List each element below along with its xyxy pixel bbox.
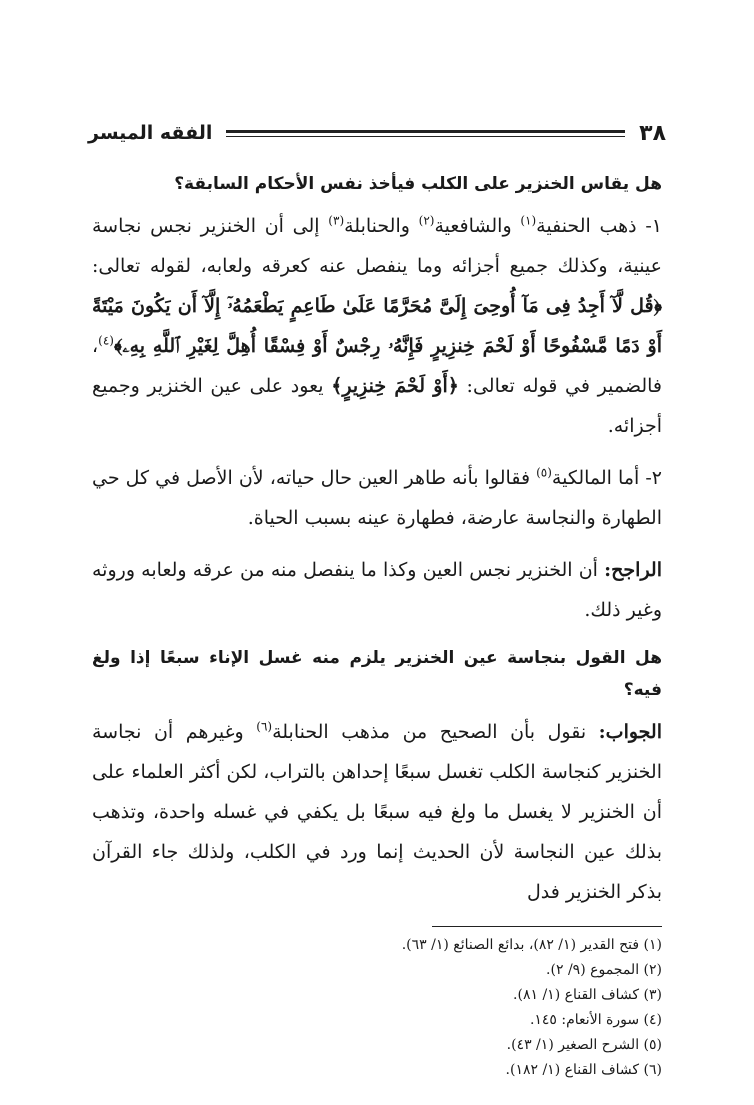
footnotes [92,933,662,1083]
footnote-ref-1: (١) [520,213,537,228]
footnote-ref-5: (٥) [536,465,552,480]
footnote-item: (٤) سورة الأنعام: ١٤٥. [529,1012,662,1028]
text-segment: إلى أن الخنزير نجس نجاسة عينية، وكذلك جميع أجزائه وما ينفصل عنه كعرقه ولعابه، لقوله تعالى: [92,215,662,277]
page-header [88,118,666,148]
text-segment: وغيرهم أن نجاسة الخنزير كنجاسة الكلب تغسل سبعًا إحداهن بالتراب، لكن أكثر العلماء على أن الخنزير لا يغسل ما ولغ فيه سبعًا بل يكفي في غسله واحدة، وتذهب بذلك عين النجاسة لأن الحديث إنما ورد في الكلب، ولذلك جاء القرآن بذكر الخنزير فدل [92,721,662,903]
quran-verse: ﴿قُل لَّآ أَجِدُ فِى مَآ أُوحِىَ إِلَىَّ مُحَرَّمًا عَلَىٰ طَاعِمٍ يَطْعَمُهُۥٓ إِلَّآ أَن يَكُونَ مَيْتَةً أَوْ دَمًا مَّسْفُوحًا أَوْ لَحْمَ خِنزِيرٍ فَإِنَّهُۥ رِجْسٌ أَوْ فِسْقًا أُهِلَّ لِغَيْرِ ٱللَّهِ بِهِۦ﴾ [92,295,662,357]
header-rule [226,130,625,137]
footnote-ref-2: (٢) [418,213,435,228]
paragraph-hanafi-opinion [92,206,662,446]
text-segment: والشافعية [434,215,521,237]
footnote-item: (٦) كشاف القناع (١/ ١٨٢). [505,1062,662,1078]
paragraph-maliki-opinion [92,458,662,538]
preferred-label: الراجح: [604,559,662,581]
paragraph-preferred-view [92,550,662,630]
paragraph-answer [92,712,662,912]
page-number: ٣٨ [639,120,666,146]
text-segment: نقول بأن الصحيح من مذهب الحنابلة [272,721,599,743]
book-title: الفقه الميسر [88,122,213,144]
footnote-divider [432,926,662,927]
footnote-item: (٢) المجموع (٩/ ٢). [546,962,662,978]
text-segment: والحنابلة [344,215,419,237]
quran-verse-excerpt: ﴿أَوْ لَحْمَ خِنزِيرٍ﴾ [331,375,459,397]
footnote-ref-4: (٤) [98,333,114,348]
text-segment: ٢- أما المالكية [551,467,662,489]
section-heading-pig-analogy: هل يقاس الخنزير على الكلب فيأخذ نفس الأحكام السابقة؟ [174,174,662,194]
page-content [92,168,662,1083]
text-segment: فقالوا بأنه طاهر العين حال حياته، لأن الأصل في كل حي الطهارة والنجاسة عارضة، فطهارة عينه بسبب الحياة. [92,467,662,529]
text-segment: يعود على عين الخنزير وجميع أجزائه. [92,375,662,437]
answer-label: الجواب: [598,721,662,743]
text-segment: ، فالضمير في قوله تعالى: [92,335,662,397]
section-heading-washing-question: هل القول بنجاسة عين الخنزير يلزم منه غسل الإناء سبعًا إذا ولغ فيه؟ [92,648,662,700]
footnote-item: (١) فتح القدير (١/ ٨٢)، بدائع الصنائع (١/ ٦٣). [401,937,662,953]
footnote-item: (٥) الشرح الصغير (١/ ٤٣). [506,1037,662,1053]
footnote-item: (٣) كشاف القناع (١/ ٨١). [513,987,662,1003]
footnote-ref-6: (٦) [256,719,273,734]
text-segment: ١- ذهب الحنفية [536,215,662,237]
footnote-ref-3: (٣) [328,213,345,228]
preferred-text: أن الخنزير نجس العين وكذا ما ينفصل منه من عرقه ولعابه وروثه وغير ذلك. [92,559,662,621]
